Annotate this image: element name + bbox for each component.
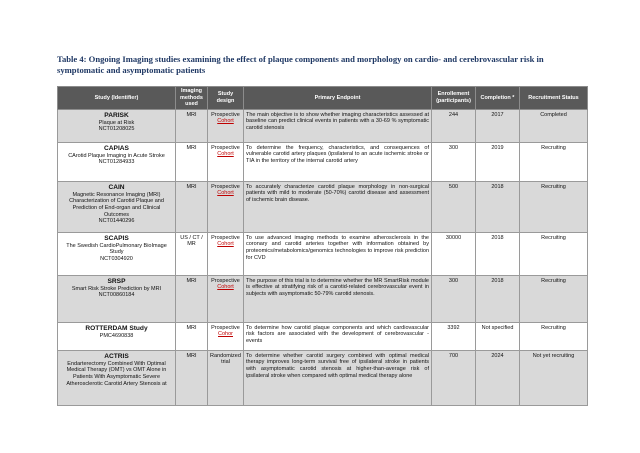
- design-cell: [208, 109, 244, 142]
- study-cell: [58, 350, 176, 405]
- study-identifier: NCT0304920: [100, 255, 133, 262]
- header-design: Study design: [208, 87, 244, 110]
- enrollment-cell: 300: [432, 275, 476, 322]
- study-name: SRSP: [107, 277, 126, 285]
- header-imaging: Imaging methods used: [176, 87, 208, 110]
- endpoint-cell: To determine the frequency, characteristics, and consequences of vulnerable carotid artery plaques (ipsilateral to an acute ischemic stroke or TIA in the territory of the internal carotid artery: [244, 142, 432, 181]
- imaging-cell: MRI: [176, 322, 208, 350]
- table-row: [58, 142, 588, 181]
- design-type: Prospective: [211, 324, 240, 331]
- status-cell: Recruiting: [520, 181, 588, 232]
- cohort-link[interactable]: Cohort: [217, 151, 234, 158]
- completion-cell: 2018: [476, 275, 520, 322]
- study-identifier: NCT00860184: [98, 292, 135, 299]
- study-identifier: PMC4690838: [99, 332, 134, 339]
- imaging-cell: US / CT / MR: [176, 232, 208, 275]
- table-row: [58, 109, 588, 142]
- design-type: Prospective: [211, 183, 240, 190]
- cohort-link[interactable]: Cohor: [218, 331, 233, 338]
- studies-table: [57, 86, 588, 406]
- cohort-link[interactable]: Cohort: [217, 118, 234, 125]
- imaging-cell: MRI: [176, 275, 208, 322]
- design-type: Randomized trial: [210, 352, 241, 366]
- study-identifier: NCT01284933: [98, 159, 135, 166]
- endpoint-cell: The main objective is to show whether imaging characteristics assessed at baseline can predict clinical events in patients with a 30-69 % symptomatic carotid stenosis: [244, 109, 432, 142]
- endpoint-cell: To determine whether carotid surgery combined with optimal medical therapy improves long-term survival free of ipsilateral stroke in patients with asymptomatic carotid stenosis at higher-than-average risk of ipsilateral stroke when compared with optimal medical therapy alone: [244, 350, 432, 405]
- endpoint-cell: To use advanced imaging methods to examine atherosclerosis in the coronary and carotid arteries together with information obtained by proteomics/metabolomics/genomics technologies to improve risk prediction for CVD: [244, 232, 432, 275]
- completion-cell: Not specified: [476, 322, 520, 350]
- header-endpoint: Primary Endpoint: [244, 87, 432, 110]
- table-row: [58, 322, 588, 350]
- study-cell: [58, 322, 176, 350]
- study-cell: [58, 142, 176, 181]
- study-name: ACTRIS: [104, 352, 129, 360]
- study-description: Endarterectomy Combined With Optimal Medical Therapy (OMT) vs OMT Alone in Patients With Asymptomatic Severe Atherosclerotic Carotid Artery Stenosis at: [66, 360, 167, 387]
- design-cell: [208, 322, 244, 350]
- header-study: Study (Identifier): [58, 87, 176, 110]
- design-type: Prospective: [211, 111, 240, 118]
- table-row: [58, 350, 588, 405]
- study-description: The Swedish CardioPulmonary BioImage Study: [66, 242, 167, 256]
- design-cell: [208, 181, 244, 232]
- status-cell: Completed: [520, 109, 588, 142]
- study-cell: [58, 181, 176, 232]
- endpoint-cell: To accurately characterize carotid plaque morphology in non-surgical patients with mild to moderate (50-70%) carotid disease and assessment of ischemic brain disease.: [244, 181, 432, 232]
- design-cell: [208, 232, 244, 275]
- study-identifier: NCT01440296: [98, 218, 135, 225]
- enrollment-cell: 300: [432, 142, 476, 181]
- design-type: Prospective: [211, 144, 240, 151]
- completion-cell: 2018: [476, 232, 520, 275]
- enrollment-cell: 500: [432, 181, 476, 232]
- study-name: SCAPIS: [104, 234, 129, 242]
- cohort-link[interactable]: Cohort: [217, 284, 234, 291]
- study-name: PARISK: [104, 111, 129, 119]
- status-cell: Recruiting: [520, 232, 588, 275]
- header-completion: Completion *: [476, 87, 520, 110]
- imaging-cell: MRI: [176, 350, 208, 405]
- table-row: [58, 275, 588, 322]
- study-description: Plaque at Risk: [98, 119, 135, 126]
- study-description: Smart Risk Stroke Prediction by MRI: [71, 285, 162, 292]
- study-cell: [58, 109, 176, 142]
- status-cell: Not yet recruiting: [520, 350, 588, 405]
- cohort-link[interactable]: Cohort: [217, 241, 234, 248]
- study-cell: [58, 275, 176, 322]
- endpoint-cell: The purpose of this trial is to determine whether the MR SmartRisk module is effective at stratifying risk of a carotid-related cerebrovascular event in subjects with asymptomatic 50-79% carotid stenosis.: [244, 275, 432, 322]
- study-identifier: NCT01208025: [98, 126, 135, 133]
- table-header-row: [58, 87, 588, 110]
- enrollment-cell: 30000: [432, 232, 476, 275]
- header-enrollment: Enrollement (participants): [432, 87, 476, 110]
- imaging-cell: MRI: [176, 109, 208, 142]
- study-description: CArotid Plaque Imaging in Acute Stroke: [68, 152, 165, 159]
- design-type: Prospective: [211, 234, 240, 241]
- study-description: Magnetic Resonance Imaging (MRI) Characterization of Carotid Plaque and Prediction of End-organ and Clinical Outcomes: [69, 191, 164, 218]
- status-cell: Recruiting: [520, 322, 588, 350]
- status-cell: Recruiting: [520, 142, 588, 181]
- enrollment-cell: 3392: [432, 322, 476, 350]
- enrollment-cell: 700: [432, 350, 476, 405]
- design-type: Prospective: [211, 277, 240, 284]
- table-caption: Table 4: Ongoing Imaging studies examining the effect of plaque components and morphology on cardio- and cerebrovascular risk in symptomatic and asymptomatic patients: [57, 54, 544, 75]
- endpoint-cell: To determine how carotid plaque components and which cardiovascular risk factors are associated with the development of cerebrovascular -events: [244, 322, 432, 350]
- design-cell: [208, 350, 244, 405]
- imaging-cell: MRI: [176, 142, 208, 181]
- imaging-cell: MRI: [176, 181, 208, 232]
- completion-cell: 2019: [476, 142, 520, 181]
- completion-cell: 2018: [476, 181, 520, 232]
- study-cell: [58, 232, 176, 275]
- completion-cell: 2024: [476, 350, 520, 405]
- enrollment-cell: 244: [432, 109, 476, 142]
- cohort-link[interactable]: Cohort: [217, 190, 234, 197]
- table-row: [58, 181, 588, 232]
- completion-cell: 2017: [476, 109, 520, 142]
- study-name: CAIN: [108, 183, 125, 191]
- study-name: CAPIAS: [104, 144, 129, 152]
- design-cell: [208, 275, 244, 322]
- status-cell: Recruiting: [520, 275, 588, 322]
- header-status: Recruitment Status: [520, 87, 588, 110]
- table-row: [58, 232, 588, 275]
- design-cell: [208, 142, 244, 181]
- study-name: ROTTERDAM Study: [85, 324, 148, 332]
